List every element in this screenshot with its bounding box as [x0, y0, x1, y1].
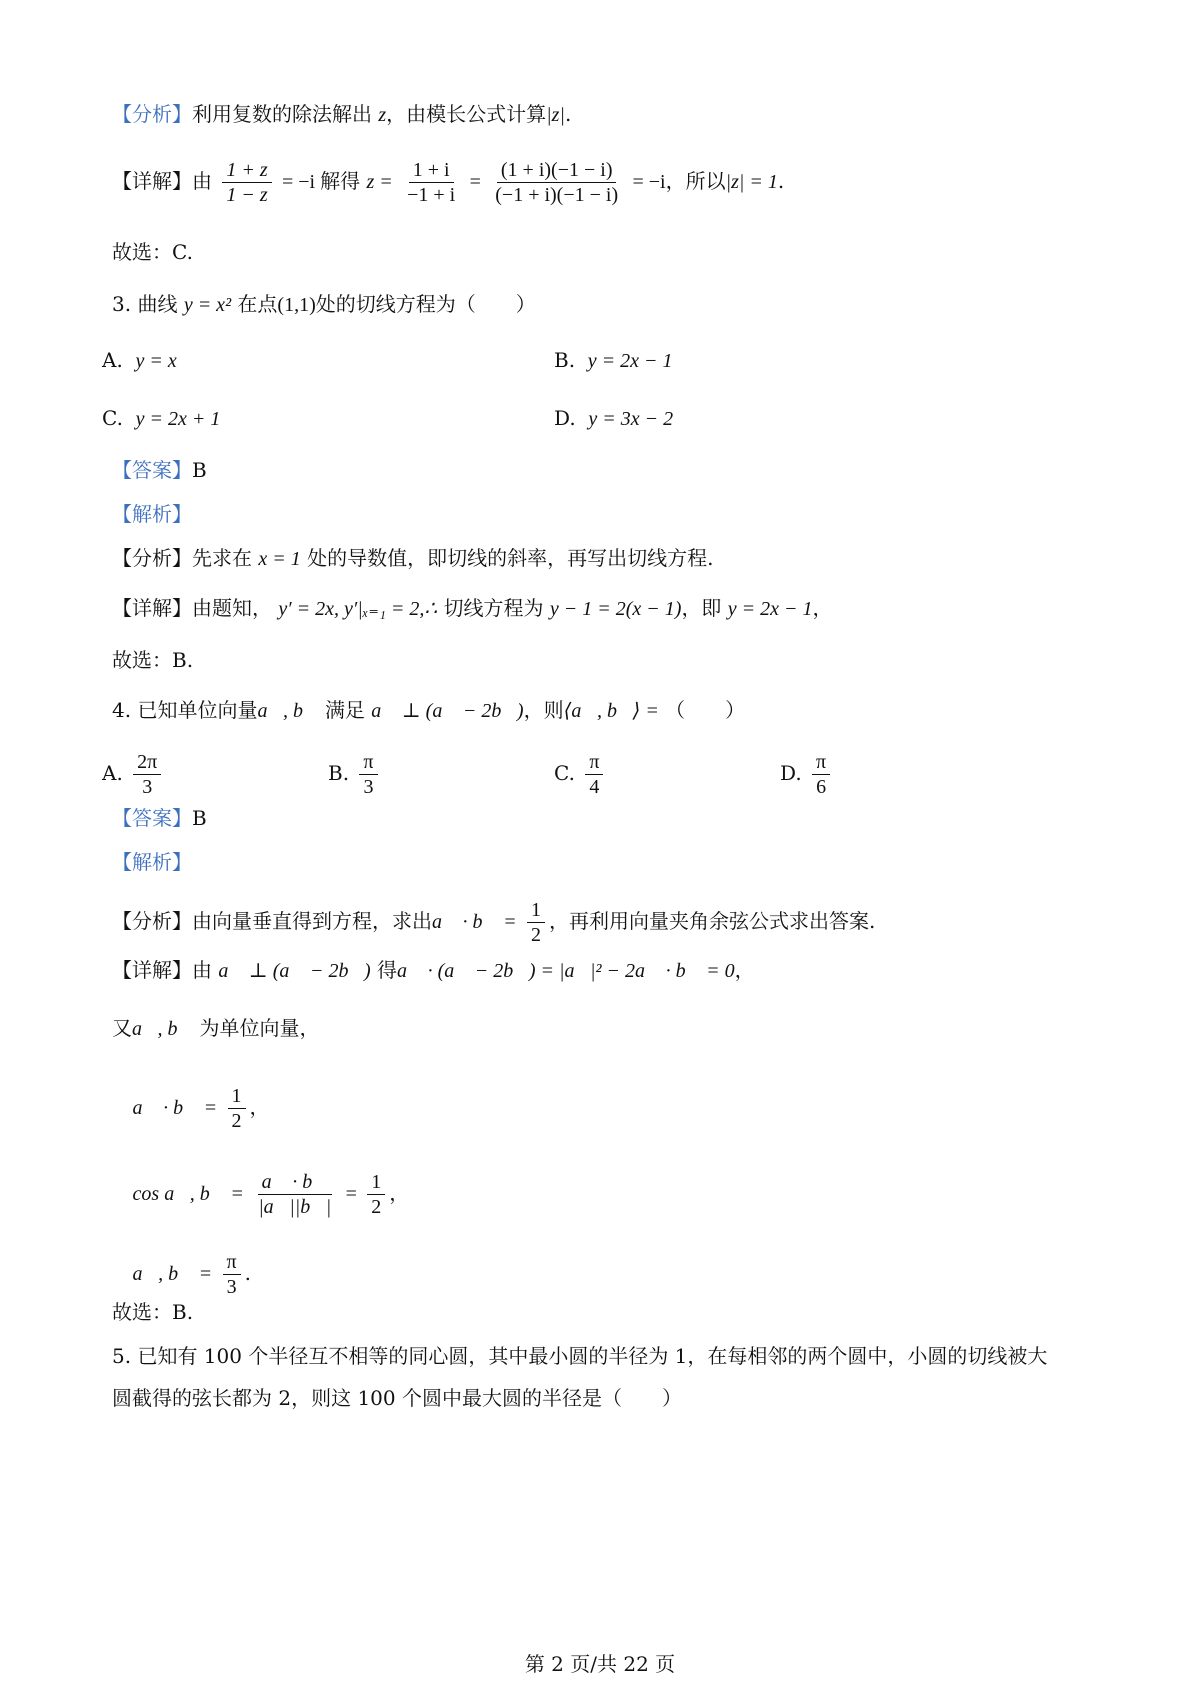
- q2-analysis: [112, 100, 1120, 129]
- answer-value: B: [192, 458, 207, 482]
- math: y = 2x − 1: [727, 598, 813, 620]
- fraction-numerator: 1: [527, 898, 545, 923]
- math: ∴ cos a⃗, b⃗ =: [112, 1183, 244, 1205]
- math: = −i: [632, 171, 666, 193]
- fraction: [367, 1170, 385, 1219]
- fraction-denominator: 2: [530, 924, 541, 946]
- fraction-denominator: 2: [371, 1196, 382, 1218]
- q3-option-c: [102, 404, 220, 433]
- q3-option-d: [554, 404, 673, 433]
- option-text: y = 2x + 1: [135, 408, 221, 430]
- option-letter: A.: [102, 761, 123, 785]
- math: a⃗ · (a⃗ − 2b⃗) = |a⃗|² − 2a⃗ · b⃗ = 0: [397, 960, 735, 982]
- text: 先求在: [192, 546, 252, 570]
- text: 处的切线方程为（ ）: [315, 292, 536, 316]
- q4-analysis: [112, 898, 1120, 947]
- text: ，: [249, 1095, 270, 1119]
- math: =: [469, 171, 481, 193]
- text: （ ）: [665, 698, 746, 722]
- text: ，: [812, 596, 833, 620]
- text: 满足: [324, 698, 365, 722]
- fraction: [491, 158, 622, 207]
- fraction-denominator: 4: [589, 776, 600, 798]
- fraction-numerator: 1: [228, 1084, 246, 1109]
- fraction-denominator: 1 − z: [226, 184, 268, 206]
- fraction: [403, 158, 459, 207]
- math: a⃗ ⊥ (a⃗ − 2b⃗): [218, 960, 371, 982]
- text: .: [244, 1261, 251, 1285]
- option-text: y = 3x − 2: [588, 408, 674, 430]
- fraction-numerator: 1 + z: [222, 158, 271, 183]
- text: 又: [112, 1016, 132, 1040]
- fraction-denominator: 6: [816, 776, 827, 798]
- fraction-denominator: −1 + i: [407, 184, 456, 206]
- option-letter: C.: [102, 406, 123, 430]
- analysis-tag: 【分析】: [112, 909, 192, 933]
- text: 得: [377, 958, 398, 982]
- math: ⟨a⃗, b⃗⟩ =: [563, 700, 659, 722]
- text: .: [777, 169, 785, 193]
- fraction: [133, 750, 161, 799]
- fraction-numerator: π: [812, 750, 830, 775]
- q5-stem-line1: 5. 已知有 100 个半径互不相等的同心圆，其中最小圆的半径为 1，在每相邻的两个圆中，小圆的切线被大: [112, 1344, 1048, 1368]
- math: =: [345, 1183, 357, 1205]
- text: 切线方程为: [443, 596, 544, 620]
- text: 由向量垂直得到方程，求出: [192, 909, 432, 933]
- fraction-denominator: 3: [226, 1276, 237, 1298]
- text: 在点: [237, 292, 278, 316]
- fraction-denominator: 2: [231, 1110, 242, 1132]
- fraction: [359, 750, 377, 799]
- question-number: 4.: [112, 698, 132, 722]
- q3-option-b: [554, 346, 673, 375]
- fraction: [527, 898, 545, 947]
- fraction-numerator: a⃗ · b⃗: [258, 1170, 332, 1195]
- fraction-numerator: (1 + i)(−1 − i): [497, 158, 617, 183]
- fraction-denominator: 3: [363, 776, 374, 798]
- analysis-tag: 【分析】: [112, 102, 192, 126]
- fraction-numerator: 2π: [133, 750, 161, 775]
- fraction-denominator: |a⃗||b⃗|: [258, 1196, 332, 1218]
- q4-detail-line2: [112, 1014, 1120, 1043]
- math: y′ = 2x, y′|ₓ₌₁ = 2,∴: [278, 598, 438, 620]
- text: 处的导数值，即切线的斜率，再写出切线方程.: [307, 546, 714, 570]
- math: ∴ a⃗, b⃗ =: [112, 1263, 213, 1285]
- math: y = x²: [183, 294, 232, 316]
- q4-detail-line5: [112, 1250, 1120, 1299]
- answer-tag: 【答案】: [112, 806, 192, 830]
- math: a⃗ · b⃗ =: [432, 911, 517, 933]
- q4-stem: [112, 696, 1120, 725]
- text: 由: [192, 169, 212, 193]
- q5-stem-line2: 圆截得的弦长都为 2，则这 100 个圆中最大圆的半径是（ ）: [112, 1386, 682, 1410]
- q4-option-a: [102, 750, 165, 799]
- text: ，再利用向量夹角余弦公式求出答案.: [548, 909, 876, 933]
- q3-option-a: [102, 346, 177, 375]
- fraction-numerator: π: [585, 750, 603, 775]
- fraction: [223, 1250, 241, 1299]
- answer-value: B: [192, 806, 207, 830]
- text: ，由模长公式计算: [386, 102, 547, 126]
- option-text: y = 2x − 1: [587, 350, 673, 372]
- text: ，: [734, 958, 755, 982]
- math: z =: [366, 171, 393, 193]
- math: = −i 解得: [282, 171, 361, 193]
- detail-tag: 【详解】: [112, 596, 192, 620]
- q4-option-d: [780, 750, 834, 799]
- option-text: y = x: [135, 350, 177, 372]
- question-number: 3.: [112, 292, 132, 316]
- fraction: [254, 1170, 335, 1219]
- q4-answer-line: 故选：B.: [112, 1300, 194, 1324]
- text: ，则: [523, 698, 564, 722]
- q4-option-c: [554, 750, 607, 799]
- fraction: [228, 1084, 246, 1133]
- option-letter: B.: [554, 348, 576, 372]
- option-letter: D.: [780, 761, 802, 785]
- option-letter: D.: [554, 406, 576, 430]
- fraction: [812, 750, 830, 799]
- text: ，: [389, 1181, 410, 1205]
- q4-option-b: [328, 750, 382, 799]
- math: a⃗, b⃗: [257, 700, 319, 722]
- fraction-numerator: π: [359, 750, 377, 775]
- fraction-numerator: π: [223, 1250, 241, 1275]
- fraction-denominator: 3: [142, 776, 153, 798]
- option-letter: A.: [102, 348, 123, 372]
- detail-tag: 【详解】: [112, 169, 192, 193]
- math: a⃗, b⃗: [132, 1018, 194, 1040]
- option-letter: C.: [554, 761, 575, 785]
- text: ，即: [681, 596, 722, 620]
- q3-detail: [112, 594, 1120, 623]
- math: y − 1 = 2(x − 1): [549, 598, 682, 620]
- math: |z| = 1: [725, 171, 778, 193]
- q2-detail: [112, 158, 1120, 207]
- q2-answer-line: 故选：C.: [112, 240, 193, 264]
- fraction-denominator: (−1 + i)(−1 − i): [495, 184, 619, 206]
- q3-answer: [112, 456, 1120, 484]
- math: x = 1: [258, 548, 301, 570]
- q3-stem: [112, 290, 1120, 319]
- fraction-numerator: 1: [367, 1170, 385, 1195]
- math: a⃗ ⊥ (a⃗ − 2b⃗): [371, 700, 524, 722]
- fraction: [585, 750, 603, 799]
- math: (1,1): [277, 294, 316, 316]
- text: 由: [192, 958, 212, 982]
- q4-jiexi-tag: 【解析】: [112, 850, 192, 874]
- text: 为单位向量，: [199, 1016, 320, 1040]
- q3-answer-line: 故选：B.: [112, 648, 194, 672]
- text: 已知单位向量: [137, 698, 258, 722]
- fraction: [222, 158, 271, 207]
- q4-detail: [112, 956, 1120, 985]
- math: z: [378, 104, 387, 126]
- text: ，所以: [665, 169, 726, 193]
- text: 曲线: [137, 292, 178, 316]
- q4-detail-line4: [112, 1170, 1120, 1219]
- detail-tag: 【详解】: [112, 958, 192, 982]
- option-letter: B.: [328, 761, 350, 785]
- text: .: [564, 102, 572, 126]
- text: 利用复数的除法解出: [192, 102, 372, 126]
- text: 由题知，: [192, 596, 272, 620]
- answer-tag: 【答案】: [112, 458, 192, 482]
- q3-jiexi-tag: 【解析】: [112, 502, 192, 526]
- analysis-tag: 【分析】: [112, 546, 192, 570]
- q3-analysis: [112, 544, 1120, 573]
- q4-answer: [112, 804, 1120, 832]
- page-footer: 第 2 页/共 22 页: [524, 1652, 676, 1676]
- fraction-numerator: 1 + i: [409, 158, 454, 183]
- math: ∴ a⃗ · b⃗ =: [112, 1097, 218, 1119]
- q4-detail-line3: [112, 1084, 1120, 1133]
- math: |z|: [546, 104, 565, 126]
